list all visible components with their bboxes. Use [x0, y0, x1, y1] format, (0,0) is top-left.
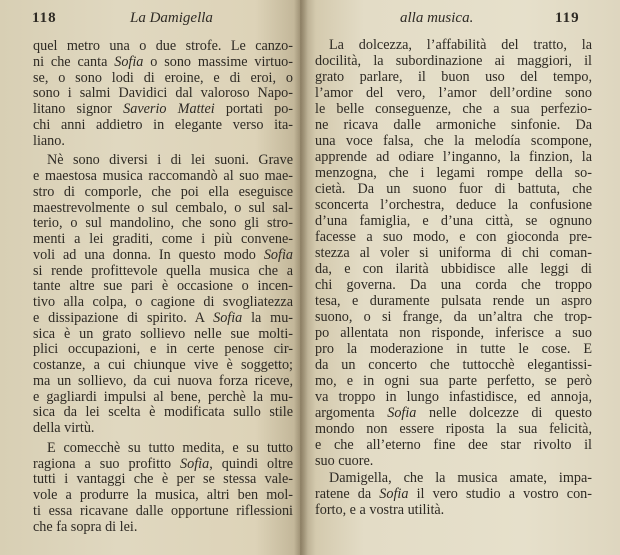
text-segment: liano.	[33, 132, 65, 149]
text-line	[33, 70, 293, 86]
running-head: alla musica.	[400, 10, 474, 26]
text-segment: quel metro una o due strofe. Le canzo-	[33, 38, 293, 54]
text-segment: ma un sollievo, da cui nuova forza riceve,	[33, 372, 293, 389]
text-line	[315, 117, 592, 133]
book-gutter	[294, 0, 308, 555]
text-segment: e dissipazione di spirito. A	[33, 309, 214, 326]
text-segment: menti a lei graditi, come i più convene-	[33, 231, 293, 247]
text-line	[315, 437, 592, 453]
text-segment: e che all’eterno fine dee star rivolto il	[315, 437, 592, 453]
text-segment: il vero studio a vostro con-	[408, 486, 592, 502]
text-line	[315, 325, 592, 341]
text-line	[33, 247, 293, 263]
left-page	[0, 0, 300, 555]
text-segment: da un concerto che tuttocchè elegantissi-	[315, 357, 592, 373]
text-segment: ne ricava dalle armoniche sinfonie. Da	[315, 117, 592, 133]
text-line	[33, 278, 293, 294]
text-line	[315, 229, 592, 245]
text-line	[33, 503, 293, 519]
text-segment: tante altre sue pari è occasione o incen-	[33, 278, 293, 295]
text-segment: facesse a suo modo, e con gioconda pre-	[315, 229, 592, 245]
text-line	[315, 213, 592, 229]
text-segment: argomenta	[315, 405, 388, 421]
text-segment: e gagliardi impulsi al bene, perchè la mu-	[33, 388, 293, 405]
text-segment: ratene da	[315, 486, 380, 502]
text-segment: E comecchè su tutto medita, e su tutto	[47, 439, 293, 456]
page-number: 118	[32, 10, 57, 26]
text-line	[33, 184, 293, 200]
text-line	[33, 420, 293, 436]
page-number: 119	[555, 10, 580, 26]
text-line	[315, 421, 592, 437]
text-line	[33, 404, 293, 420]
text-line	[315, 53, 592, 69]
text-segment: docilità, la subordinazione ai maggiori, il	[315, 53, 592, 69]
text-segment: forto, e a vostra utilità.	[315, 502, 445, 518]
text-segment: se, o sono lodi di eroine, e di eroi, o	[33, 69, 293, 86]
text-line	[33, 85, 293, 101]
text-segment: Damigella, che la musica amate, impa-	[329, 470, 592, 486]
text-segment: suono, o si frange, da un’altra che trop-	[315, 309, 592, 325]
text-segment: La dolcezza, l’affabilità del tratto, la	[329, 37, 592, 53]
text-segment: stezza al voler si uniforma di chi coman-	[315, 245, 592, 261]
text-line	[315, 373, 592, 389]
text-line	[33, 487, 293, 503]
text-line	[33, 389, 293, 405]
text-line	[315, 133, 592, 149]
paragraph-first-line	[47, 152, 293, 168]
text-segment: da, e con ilarità ubbidisce alle leggi di	[315, 261, 592, 277]
italic-name: Saverio Mattei	[123, 101, 215, 117]
text-segment: , quindi oltre	[209, 455, 293, 472]
italic-name: Sofia	[213, 309, 243, 326]
text-line	[33, 341, 293, 357]
text-line	[33, 373, 293, 389]
text-line	[315, 309, 592, 325]
text-line	[33, 310, 293, 326]
text-line	[33, 133, 293, 149]
text-segment: portati po-	[214, 101, 294, 117]
text-line	[33, 101, 293, 117]
paragraph-first-line	[47, 440, 293, 456]
text-segment: tesa, e duramente pulsata rende un aspro	[315, 293, 592, 309]
text-line	[315, 293, 592, 309]
italic-name: Sofia	[114, 53, 144, 70]
text-segment: grato parlare, il buon uso del tempo,	[315, 69, 592, 85]
text-line	[315, 197, 592, 213]
text-segment: apprende ad odiare l’inganno, la finzion, la	[315, 149, 592, 165]
text-segment: costanze, a cui chiunque vive è soggetto;	[33, 357, 293, 373]
paragraph-first-line	[329, 37, 592, 53]
text-line	[33, 215, 293, 231]
italic-name: Sofia	[387, 405, 417, 421]
text-line	[315, 389, 592, 405]
paragraph-first-line	[33, 38, 293, 54]
text-segment: ti essa ricavane dalle opportune riflessioni	[33, 502, 293, 519]
text-line	[33, 200, 293, 216]
running-head: La Damigella	[130, 10, 213, 26]
text-segment: la mu-	[242, 309, 294, 326]
text-segment: voli ad una donna. In questo modo	[33, 246, 264, 263]
text-segment: le belle conseguenze, che a sua perfezio-	[315, 101, 592, 117]
text-line	[315, 181, 592, 197]
text-line	[315, 245, 592, 261]
text-segment: chi governa. Da una corda che troppo	[315, 277, 592, 293]
text-segment: e maestosa musica raccomandò al suo mae-	[33, 168, 293, 184]
italic-name: Sofia	[263, 246, 293, 263]
text-segment: vole a produrre la musica, altri ben mol-	[33, 487, 293, 503]
text-segment: pro la moderazione in tutte le cose. E	[315, 341, 592, 357]
text-line	[33, 519, 293, 535]
text-segment: cietà. Da un suono fuor di battuta, che	[315, 181, 592, 197]
right-page	[300, 0, 620, 555]
text-line	[315, 357, 592, 373]
text-segment: nelle dolcezze di questo	[416, 405, 593, 421]
text-line	[315, 341, 592, 357]
text-segment: terio, o sul mandolino, che sono gli stro-	[33, 215, 293, 232]
text-line	[315, 486, 592, 502]
italic-name: Sofia	[180, 455, 210, 472]
text-line	[33, 263, 293, 279]
text-line	[33, 231, 293, 247]
text-segment: mondo non essere riposta la sua felicità,	[315, 421, 592, 437]
text-line	[315, 101, 592, 117]
text-line	[33, 326, 293, 342]
text-segment: o sono massime virtuo-	[143, 53, 293, 70]
text-segment: ragiona a suo profitto	[33, 455, 181, 472]
text-segment: si rende profittevole quella musica che a	[33, 262, 293, 279]
text-segment: l’amor del vero, l’amor dell’ordine sono	[315, 85, 592, 101]
italic-name: Sofia	[379, 486, 409, 502]
text-segment: tivo alla colpa, o cagione di svogliatezza	[33, 294, 293, 310]
text-line	[315, 149, 592, 165]
text-line	[33, 294, 293, 310]
paragraph-first-line	[329, 470, 592, 486]
text-segment: po allentata non risponde, inferisce a suo	[315, 325, 592, 341]
text-segment: sconcerta l’orchestra, deduce la confusione	[315, 197, 592, 213]
text-segment: d’una famiglia, e d’una città, se ognuno	[315, 213, 592, 229]
text-segment: della virtù.	[33, 420, 95, 436]
text-segment: sica da lei scelta è modificata sullo stile	[33, 404, 293, 421]
text-segment: stro di comporle, che poi ella eseguisce	[33, 183, 293, 200]
text-segment: litano signor	[33, 101, 124, 117]
text-segment: maestrevolmente o sul cembalo, o sul sal-	[33, 199, 293, 216]
text-line	[315, 277, 592, 293]
text-line	[315, 165, 592, 181]
text-segment: sono i salmi Davidici dal valoroso Napo-	[33, 85, 293, 102]
text-segment: una voce falsa, che la melodía scompone,	[315, 133, 592, 149]
text-segment: che fa sopra di lei.	[33, 518, 138, 535]
text-segment: mo, e in ogni sua parte perfetto, se però	[315, 373, 592, 389]
text-line	[33, 357, 293, 373]
text-line	[33, 54, 293, 70]
text-segment: sica è un grato sollievo nelle sue molti-	[33, 325, 293, 342]
text-segment: Nè sono diversi i di lei suoni. Grave	[47, 152, 293, 169]
text-line	[315, 261, 592, 277]
text-segment: suo cuore.	[315, 453, 374, 469]
text-segment: va troppo in lungo infastidisce, ed annoja,	[315, 389, 592, 405]
text-line	[33, 168, 293, 184]
text-line	[315, 69, 592, 85]
text-line	[33, 471, 293, 487]
text-line	[33, 117, 293, 133]
text-segment: chi anni addietro in elegante verso ita-	[33, 116, 293, 133]
text-segment: tutti i vantaggi che è per se stessa vale-	[33, 471, 293, 488]
text-segment: ni che canta	[33, 53, 115, 70]
text-line	[315, 502, 592, 518]
text-line	[33, 456, 293, 472]
text-segment: plici occupazioni, e in certe penose cir-	[33, 341, 293, 358]
text-line	[315, 85, 592, 101]
text-line	[315, 453, 592, 469]
text-line	[315, 405, 592, 421]
text-segment: menzogna, che i legami rompe della so-	[315, 165, 592, 181]
